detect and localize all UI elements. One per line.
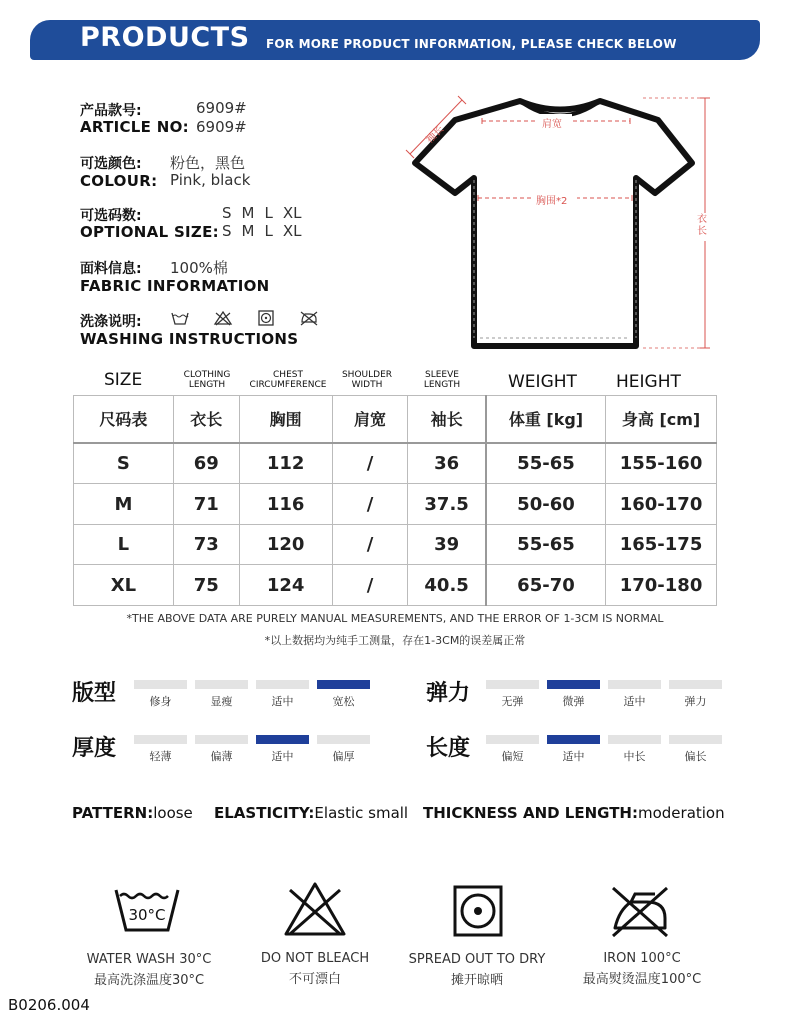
size-option: XL — [282, 204, 302, 222]
rating-bar — [608, 735, 661, 744]
table-cell: 155-160 — [606, 443, 717, 484]
table-row — [74, 565, 717, 606]
article-label-cn: 产品款号: — [80, 103, 142, 119]
rating-option-label: 适中 — [271, 750, 294, 763]
article-value: 6909# — [196, 99, 247, 117]
banner-subtitle: FOR MORE PRODUCT INFORMATION, PLEASE CHECK BELOW — [266, 37, 677, 51]
table-cell: 124 — [239, 565, 332, 606]
rating-bar — [608, 680, 661, 689]
size-options-en — [222, 222, 311, 240]
iron-icon — [609, 884, 671, 940]
size-header: SIZE — [104, 370, 143, 390]
table-header-cell: 袖长 — [408, 396, 486, 443]
table-cell: M — [74, 484, 174, 525]
care-label-en: WATER WASH 30°C — [86, 952, 212, 967]
rating-bar — [195, 735, 248, 744]
article-value-en: 6909# — [196, 118, 247, 136]
rating-bar — [669, 680, 722, 689]
table-cell: / — [332, 565, 408, 606]
rating-bar — [486, 735, 539, 744]
weight-header: WEIGHT — [508, 372, 577, 392]
size-option: XL — [282, 222, 302, 240]
care-label-en: IRON 100°C — [603, 951, 681, 966]
table-header-cell: 体重 [kg] — [486, 396, 606, 443]
clothing-length-header: CLOTHING LENGTH — [183, 370, 231, 390]
table-cell: 39 — [408, 524, 486, 565]
table-cell: 75 — [173, 565, 239, 606]
rating-bar-selected — [256, 735, 309, 744]
table-header-cell: 衣长 — [173, 396, 239, 443]
rating-option-label: 适中 — [623, 695, 646, 708]
table-cell: 112 — [239, 443, 332, 484]
table-cell: 73 — [173, 524, 239, 565]
table-header-cell: 身高 [cm] — [606, 396, 717, 443]
table-row — [74, 443, 717, 484]
size-label-cn: 可选码数: — [80, 208, 142, 224]
care-label-en: DO NOT BLEACH — [260, 951, 370, 966]
care-label-en: SPREAD OUT TO DRY — [408, 952, 546, 967]
table-cell: 160-170 — [606, 484, 717, 525]
table-cell: 65-70 — [486, 565, 606, 606]
table-header-row — [74, 396, 717, 443]
rating-option-label: 偏短 — [501, 750, 524, 763]
rating-bar-selected — [547, 680, 600, 689]
table-cell: 120 — [239, 524, 332, 565]
table-cell: 55-65 — [486, 524, 606, 565]
table-cell: / — [332, 484, 408, 525]
wash-label-en: WASHING INSTRUCTIONS — [80, 330, 299, 348]
length-rating-title: 长度 — [426, 736, 471, 761]
wash-icons-row — [170, 310, 337, 330]
rating-bar — [134, 735, 187, 744]
care-label-cn: 摊开晾晒 — [450, 973, 503, 988]
no-bleach-icon — [282, 880, 348, 938]
size-options-cn — [222, 204, 311, 222]
table-cell: 55-65 — [486, 443, 606, 484]
dry-flat-icon — [452, 884, 504, 938]
table-cell: 40.5 — [408, 565, 486, 606]
size-option: S — [222, 222, 232, 240]
rating-option-label: 修身 — [149, 695, 172, 708]
table-cell: 69 — [173, 443, 239, 484]
rating-bar — [669, 735, 722, 744]
size-option: L — [264, 204, 273, 222]
measurement-note-en: *THE ABOVE DATA ARE PURELY MANUAL MEASUREMENTS, AND THE ERROR OF 1-3CM IS NORMAL — [126, 612, 664, 625]
rating-bar — [195, 680, 248, 689]
no-iron-small-icon — [299, 310, 319, 326]
colour-label-cn: 可选颜色: — [80, 156, 142, 172]
table-cell: XL — [74, 565, 174, 606]
care-label-cn: 不可漂白 — [288, 972, 341, 987]
rating-option-label: 偏薄 — [210, 750, 233, 763]
table-row — [74, 484, 717, 525]
rating-option-label: 显瘦 — [210, 695, 233, 708]
table-cell: L — [74, 524, 174, 565]
size-option: S — [222, 204, 232, 222]
thickness-rating-title: 厚度 — [72, 736, 117, 761]
article-label-en: ARTICLE NO: — [80, 118, 189, 136]
table-cell: 36 — [408, 443, 486, 484]
rating-option-label: 宽松 — [332, 695, 355, 708]
rating-bar — [486, 680, 539, 689]
chest-header: CHEST CIRCUMFERENCE — [249, 370, 327, 390]
rating-option-label: 轻薄 — [149, 750, 172, 763]
rating-bar-selected — [317, 680, 370, 689]
rating-option-label: 中长 — [623, 750, 646, 763]
rating-option-label: 弹力 — [684, 695, 707, 708]
elasticity-summary: ELASTICITY:Elastic small — [214, 804, 409, 822]
length-label: 衣长 — [697, 214, 707, 237]
table-header-cell: 肩宽 — [332, 396, 408, 443]
rating-option-label: 偏长 — [684, 750, 707, 763]
table-cell: S — [74, 443, 174, 484]
colour-label-en: COLOUR: — [80, 172, 158, 190]
sleeve-label: 袖长 — [424, 123, 447, 146]
fabric-label-en: FABRIC INFORMATION — [80, 277, 270, 295]
care-label-cn: 最高洗涤温度30°C — [93, 973, 205, 988]
table-cell: 37.5 — [408, 484, 486, 525]
rating-option-label: 无弹 — [501, 695, 524, 708]
thickness-summary: THICKNESS AND LENGTH:moderation — [423, 804, 725, 822]
tshirt-outline — [415, 101, 692, 346]
rating-bar-selected — [547, 735, 600, 744]
wash-basin-icon — [170, 310, 190, 326]
rating-option-label: 偏厚 — [332, 750, 355, 763]
table-header-cell: 尺码表 — [74, 396, 174, 443]
wash-label-cn: 洗涤说明: — [80, 314, 142, 330]
banner-title: PRODUCTS — [80, 22, 250, 53]
chest-label: 胸围*2 — [536, 196, 568, 207]
sleeve-header: SLEEVE LENGTH — [423, 370, 461, 390]
size-option: M — [241, 204, 255, 222]
pattern-rating-title: 版型 — [72, 681, 117, 706]
colour-value-en: Pink, black — [170, 171, 251, 189]
table-cell: 170-180 — [606, 565, 717, 606]
care-label-cn: 最高熨烫温度100°C — [582, 972, 702, 987]
table-cell: 50-60 — [486, 484, 606, 525]
rating-option-label: 适中 — [562, 750, 585, 763]
wash-30-icon — [112, 882, 182, 934]
no-bleach-small-icon — [213, 310, 233, 326]
rating-bar — [317, 735, 370, 744]
measurement-note-cn: *以上数据均为纯手工测量，存在1-3CM的误差属正常 — [264, 634, 526, 647]
elasticity-rating-title: 弹力 — [426, 681, 471, 706]
shoulder-label: 肩宽 — [542, 119, 562, 130]
rating-option-label: 适中 — [271, 695, 294, 708]
rating-bar — [256, 680, 309, 689]
fabric-label-cn: 面料信息: — [80, 261, 142, 277]
size-label-en: OPTIONAL SIZE: — [80, 223, 219, 241]
shoulder-header: SHOULDER WIDTH — [341, 370, 393, 390]
rating-option-label: 微弹 — [562, 695, 585, 708]
table-cell: / — [332, 524, 408, 565]
size-option: M — [241, 222, 255, 240]
size-table — [73, 395, 717, 606]
table-cell: 165-175 — [606, 524, 717, 565]
table-cell: 116 — [239, 484, 332, 525]
wash-temp-text: 30°C — [128, 906, 166, 924]
fabric-value: 100%棉 — [170, 259, 228, 277]
pattern-summary: PATTERN:loose — [72, 804, 193, 822]
product-code: B0206.004 — [8, 996, 90, 1014]
table-cell: / — [332, 443, 408, 484]
height-header: HEIGHT — [616, 372, 681, 392]
table-cell: 71 — [173, 484, 239, 525]
size-option: L — [264, 222, 273, 240]
table-header-cell: 胸围 — [239, 396, 332, 443]
colour-value-cn: 粉色，黑色 — [170, 154, 246, 172]
rating-bar — [134, 680, 187, 689]
tumble-dry-small-icon — [256, 310, 276, 326]
table-row — [74, 524, 717, 565]
